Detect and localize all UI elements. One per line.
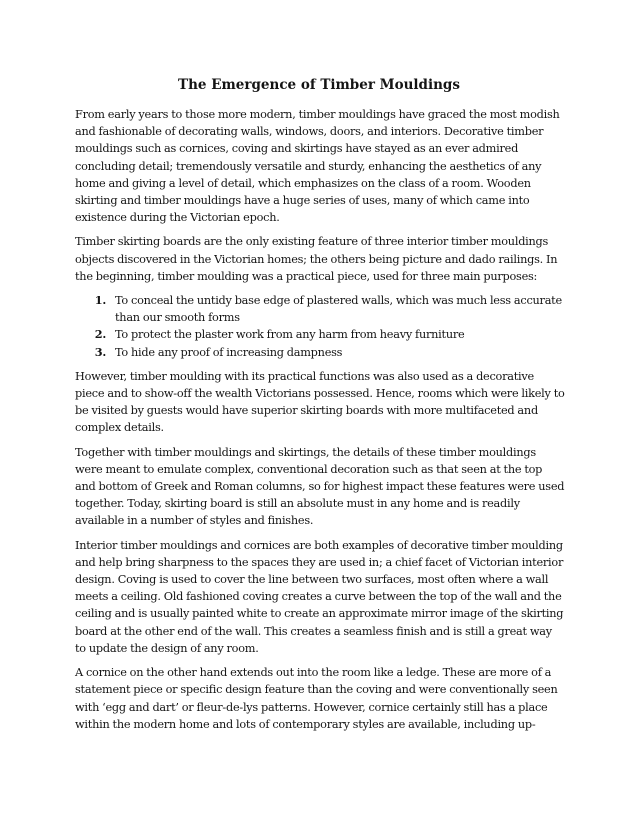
paragraph-coving: Interior timber mouldings and cornices are both examples of decorative timber moulding and help bring sharpness to the spaces they are used in; a chief facet of Victorian interior design. Coving is used to cover the line between two surfaces, most often where a wall meets a ceiling. Old fashioned coving creates a curve between the top of the wall and the ceiling and is usually painted white to create an approximate mirror image of the skirting board at the other end of the wall. This creates a seamless finish and is still a great way to update the design of any room. [75, 538, 564, 655]
list-item [75, 292, 565, 326]
list-item-text: To conceal the untidy base edge of plastered walls, which was much less accurate than our smooth forms [115, 294, 562, 325]
list-number: 1. [94, 293, 106, 308]
paragraph-greek-roman: Together with timber mouldings and skirtings, the details of these timber mouldings were meant to emulate complex, conventional decoration such as that seen at the top and bottom of Greek and Roman columns, so for highest impact these features were used together. Today, skirting board is still an absolute must in any home and is readily available in a number of styles and finishes. [75, 445, 565, 528]
list-item-text: To protect the plaster work from any harm from heavy furniture [115, 328, 465, 342]
document-title: The Emergence of Timber Mouldings [178, 77, 460, 93]
list-item [75, 344, 565, 361]
list-item [75, 326, 565, 343]
paragraph-intro: From early years to those more modern, timber mouldings have graced the most modish and fashionable of decorating walls, windows, doors, and interiors. Decorative timber mouldings such as cornices, coving and skirtings have stayed as an ever admired concluding detail; tremendously versatile and sturdy, enhancing the aesthetics of any home and giving a level of detail, which emphasizes on the class of a room. Wooden skirting and timber mouldings have a huge series of uses, many of which came into existence during the Victorian epoch. [75, 108, 560, 225]
list-number: 2. [94, 327, 106, 342]
purposes-list [75, 292, 565, 361]
paragraph-cornice: A cornice on the other hand extends out into the room like a ledge. These are more of a statement piece or specific design feature than the coving and were conventionally seen with ‘egg and dart’ or fleur-de-lys patterns. However, cornice certainly still has a place within the modern home and lots of contemporary styles are available, including up- [75, 666, 558, 731]
paragraph-skirting-boards: Timber skirting boards are the only existing feature of three interior timber mouldings objects discovered in the Victorian homes; the others being picture and dado railings. In the beginning, timber moulding was a practical piece, used for three main purposes: [75, 235, 558, 283]
list-item-text: To hide any proof of increasing dampness [115, 345, 343, 359]
list-number: 3. [94, 344, 106, 359]
document-body [75, 106, 565, 740]
paragraph-decorative-piece: However, timber moulding with its practical functions was also used as a decorative piece and to show-off the wealth Victorians possessed. Hence, rooms which were likely to be visited by guests would have superior skirting boards with more multifaceted and complex details. [75, 369, 565, 435]
